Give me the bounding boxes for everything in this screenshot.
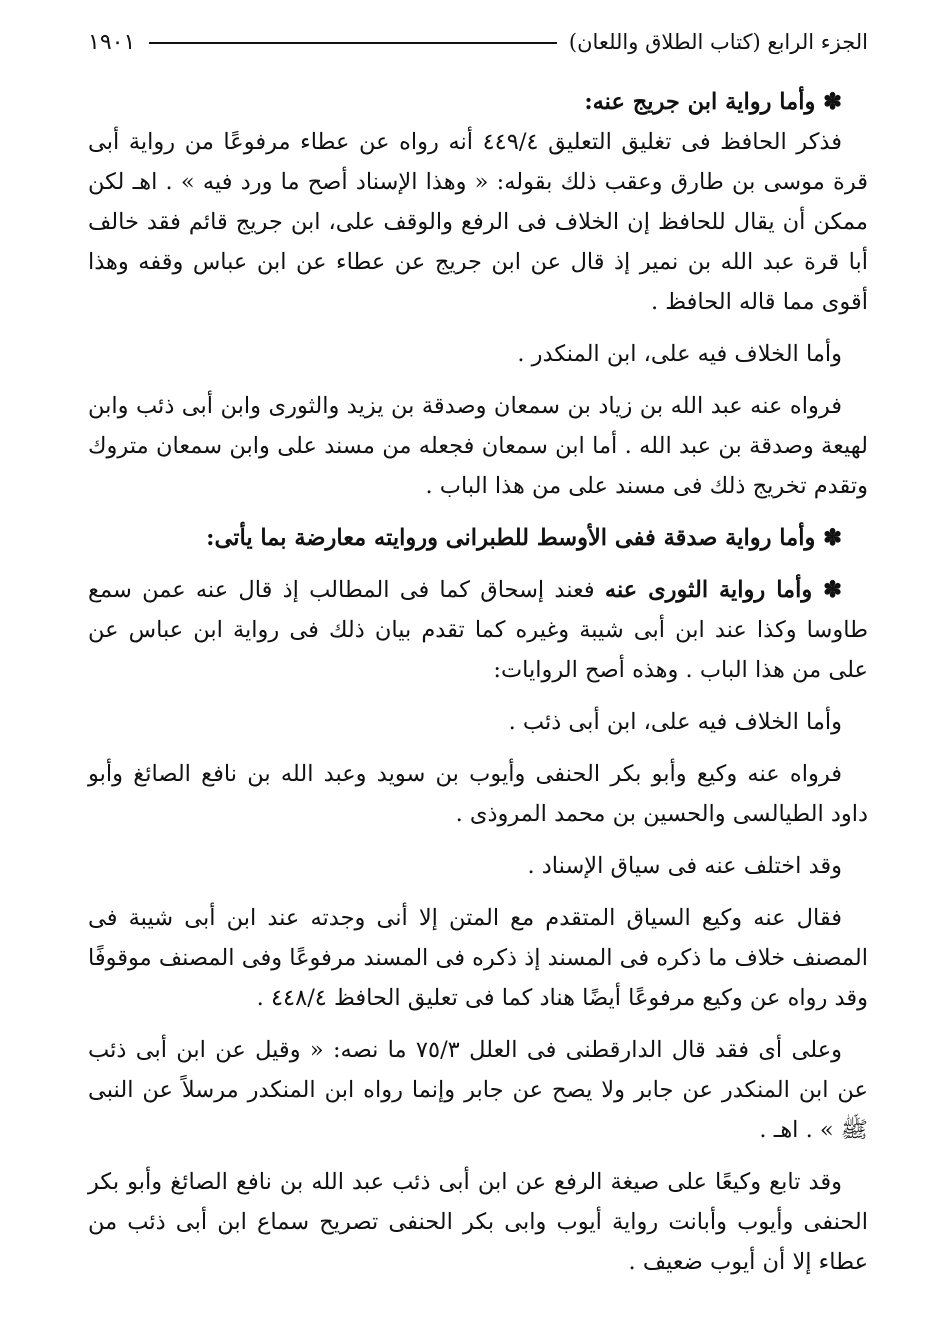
running-title: الجزء الرابع (كتاب الطلاق واللعان) — [568, 30, 868, 54]
paragraph-4: فرواه عنه عبد الله بن زياد بن سمعان وصدقة بن يزيد والثورى وابن أبى ذئب وابن لهيعة وصدقة بن عبد الله . أما ابن سمعان فجعله من مسند على وابن سمعان متروك وتقدم تخريج ذلك فى مسند على من هذا الباب . — [88, 393, 868, 499]
paragraph-1: ✽ وأما رواية ابن جريج عنه: — [584, 89, 842, 115]
paragraph-3: وأما الخلاف فيه على، ابن المنكدر . — [517, 341, 842, 367]
paragraph-9: وقد اختلف عنه فى سياق الإسناد . — [527, 853, 842, 879]
paragraph-11: وعلى أى فقد قال الدارقطنى فى العلل ٧٥/٣ ما نصه: « وقيل عن ابن أبى ذئب عن ابن المنكدر عن جابر ولا يصح عن جابر وإنما رواه ابن المنكدر مرسلاً عن النبى ﷺ » . اهـ . — [88, 1037, 868, 1143]
paragraph-6 — [88, 570, 868, 690]
paragraph-12: وقد تابع وكيعًا على صيغة الرفع عن ابن أبى ذئب عبد الله بن نافع الصائغ وأبو بكر الحنفى وأيوب وأبانت رواية أيوب وابى بكر الحنفى تصريح سماع ابن أبى ذئب من عطاء إلا أن أيوب ضعيف . — [88, 1169, 868, 1275]
page-number: ١٩٠١ — [88, 29, 136, 55]
page-body — [88, 82, 868, 1282]
paragraph-6-text: فعند إسحاق كما فى المطالب إذ قال عنه عمن سمع طاوسا وكذا عند ابن أبى شيبة وغيره كما تقدم بيان ذلك فى رواية ابن عباس عن على من هذا الباب . وهذه أصح الروايات: — [88, 577, 868, 683]
paragraph-10: فقال عنه وكيع السياق المتقدم مع المتن إلا أنى وجدته عند ابن أبى شيبة فى المصنف خلاف ما ذكره فى المسند إذ ذكره فى المسند مرفوعًا وفى المصنف موقوفًا وقد رواه عن وكيع مرفوعًا أيضًا هناد كما فى تعليق الحافظ ٤٤٨/٤ . — [88, 905, 868, 1011]
page-header — [88, 20, 868, 64]
paragraph-5: ✽ وأما رواية صدقة ففى الأوسط للطبرانى وروايته معارضة بما يأتى: — [206, 525, 842, 551]
paragraph-6-lead: ✽ وأما رواية الثورى عنه — [604, 577, 842, 603]
header-rule — [149, 42, 557, 44]
book-page — [88, 20, 868, 1310]
paragraph-8: فرواه عنه وكيع وأبو بكر الحنفى وأيوب بن سويد وعبد الله بن نافع الصائغ وأبو داود الطيالسى والحسين بن محمد المروذى . — [88, 761, 868, 827]
paragraph-2: فذكر الحافظ فى تغليق التعليق ٤٤٩/٤ أنه رواه عن عطاء مرفوعًا من رواية أبى قرة موسى بن طارق وعقب ذلك بقوله: « وهذا الإسناد أصح ما ورد فيه » . اهـ لكن ممكن أن يقال للحافظ إن الخلاف فى الرفع والوقف على، ابن جريج قائم فقد خالف أبا قرة عبد الله بن نمير إذ قال عن ابن جريج عن عطاء عن ابن عباس وقفه وهذا أقوى مما قاله الحافظ . — [88, 129, 868, 315]
paragraph-7: وأما الخلاف فيه على، ابن أبى ذئب . — [508, 709, 842, 735]
